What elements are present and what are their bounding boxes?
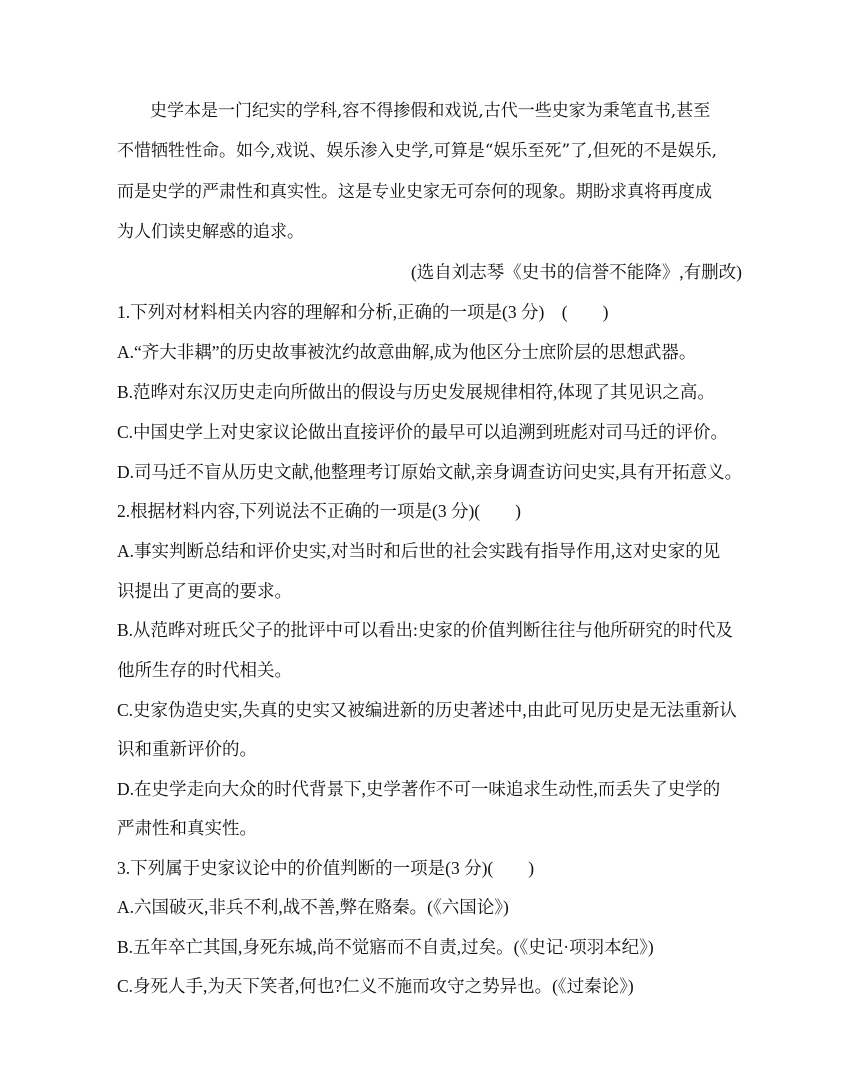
question-stem: 3.下列属于史家议论中的价值判断的一项是(3 分)( ) — [117, 858, 535, 878]
passage-line: 不惜牺牲性命。如今,戏说、娱乐渗入史学,可算是“娱乐至死”了,但死的不是娱乐, — [117, 141, 717, 161]
option-a-continued: 识提出了更高的要求。 — [117, 581, 292, 601]
question-stem: 2.根据材料内容,下列说法不正确的一项是(3 分)( ) — [117, 501, 521, 521]
option-d-continued: 严肃性和真实性。 — [117, 818, 257, 838]
option-a: A.六国破灭,非兵不利,战不善,弊在赂秦。(《六国论》) — [117, 897, 509, 917]
option-d: D.在史学走向大众的时代背景下,史学著作不可一味追求生动性,而丢失了史学的 — [117, 779, 721, 799]
passage-source: (选自刘志琴《史书的信誉不能降》,有删改) — [410, 262, 742, 282]
option-c-continued: 识和重新评价的。 — [117, 739, 257, 759]
option-b: B.范晔对东汉历史走向所做出的假设与历史发展规律相符,体现了其见识之高。 — [117, 382, 715, 402]
option-d: D.司马迁不盲从历史文献,他整理考订原始文献,亲身调查访问史实,具有开拓意义。 — [117, 462, 743, 482]
option-b-continued: 他所生存的时代相关。 — [117, 660, 292, 680]
passage-line: 史学本是一门纪实的学科,容不得掺假和戏说,古代一些史家为秉笔直书,甚至 — [150, 101, 711, 121]
passage-line: 而是史学的严肃性和真实性。这是专业史家无可奈何的现象。期盼求真将再度成 — [117, 182, 712, 202]
passage-line: 为人们读史解惑的追求。 — [117, 222, 304, 242]
option-a: A.“齐大非耦”的历史故事被沈约故意曲解,成为他区分士庶阶层的思想武器。 — [117, 342, 697, 362]
option-b: B.五年卒亡其国,身死东城,尚不觉寤而不自责,过矣。(《史记·项羽本纪》) — [117, 937, 654, 957]
option-a: A.事实判断总结和评价史实,对当时和后世的社会实践有指导作用,这对史家的见 — [117, 541, 721, 561]
option-b: B.从范晔对班氏父子的批评中可以看出:史家的价值判断往往与他所研究的时代及 — [117, 620, 733, 640]
option-c: C.身死人手,为天下笑者,何也?仁义不施而攻守之势异也。(《过秦论》) — [117, 976, 634, 996]
question-stem: 1.下列对材料相关内容的理解和分析,正确的一项是(3 分) ( ) — [117, 302, 609, 322]
option-c: C.史家伪造史实,失真的史实又被编进新的历史著述中,由此可见历史是无法重新认 — [117, 700, 737, 720]
option-c: C.中国史学上对史家议论做出直接评价的最早可以追溯到班彪对司马迁的评价。 — [117, 422, 729, 442]
